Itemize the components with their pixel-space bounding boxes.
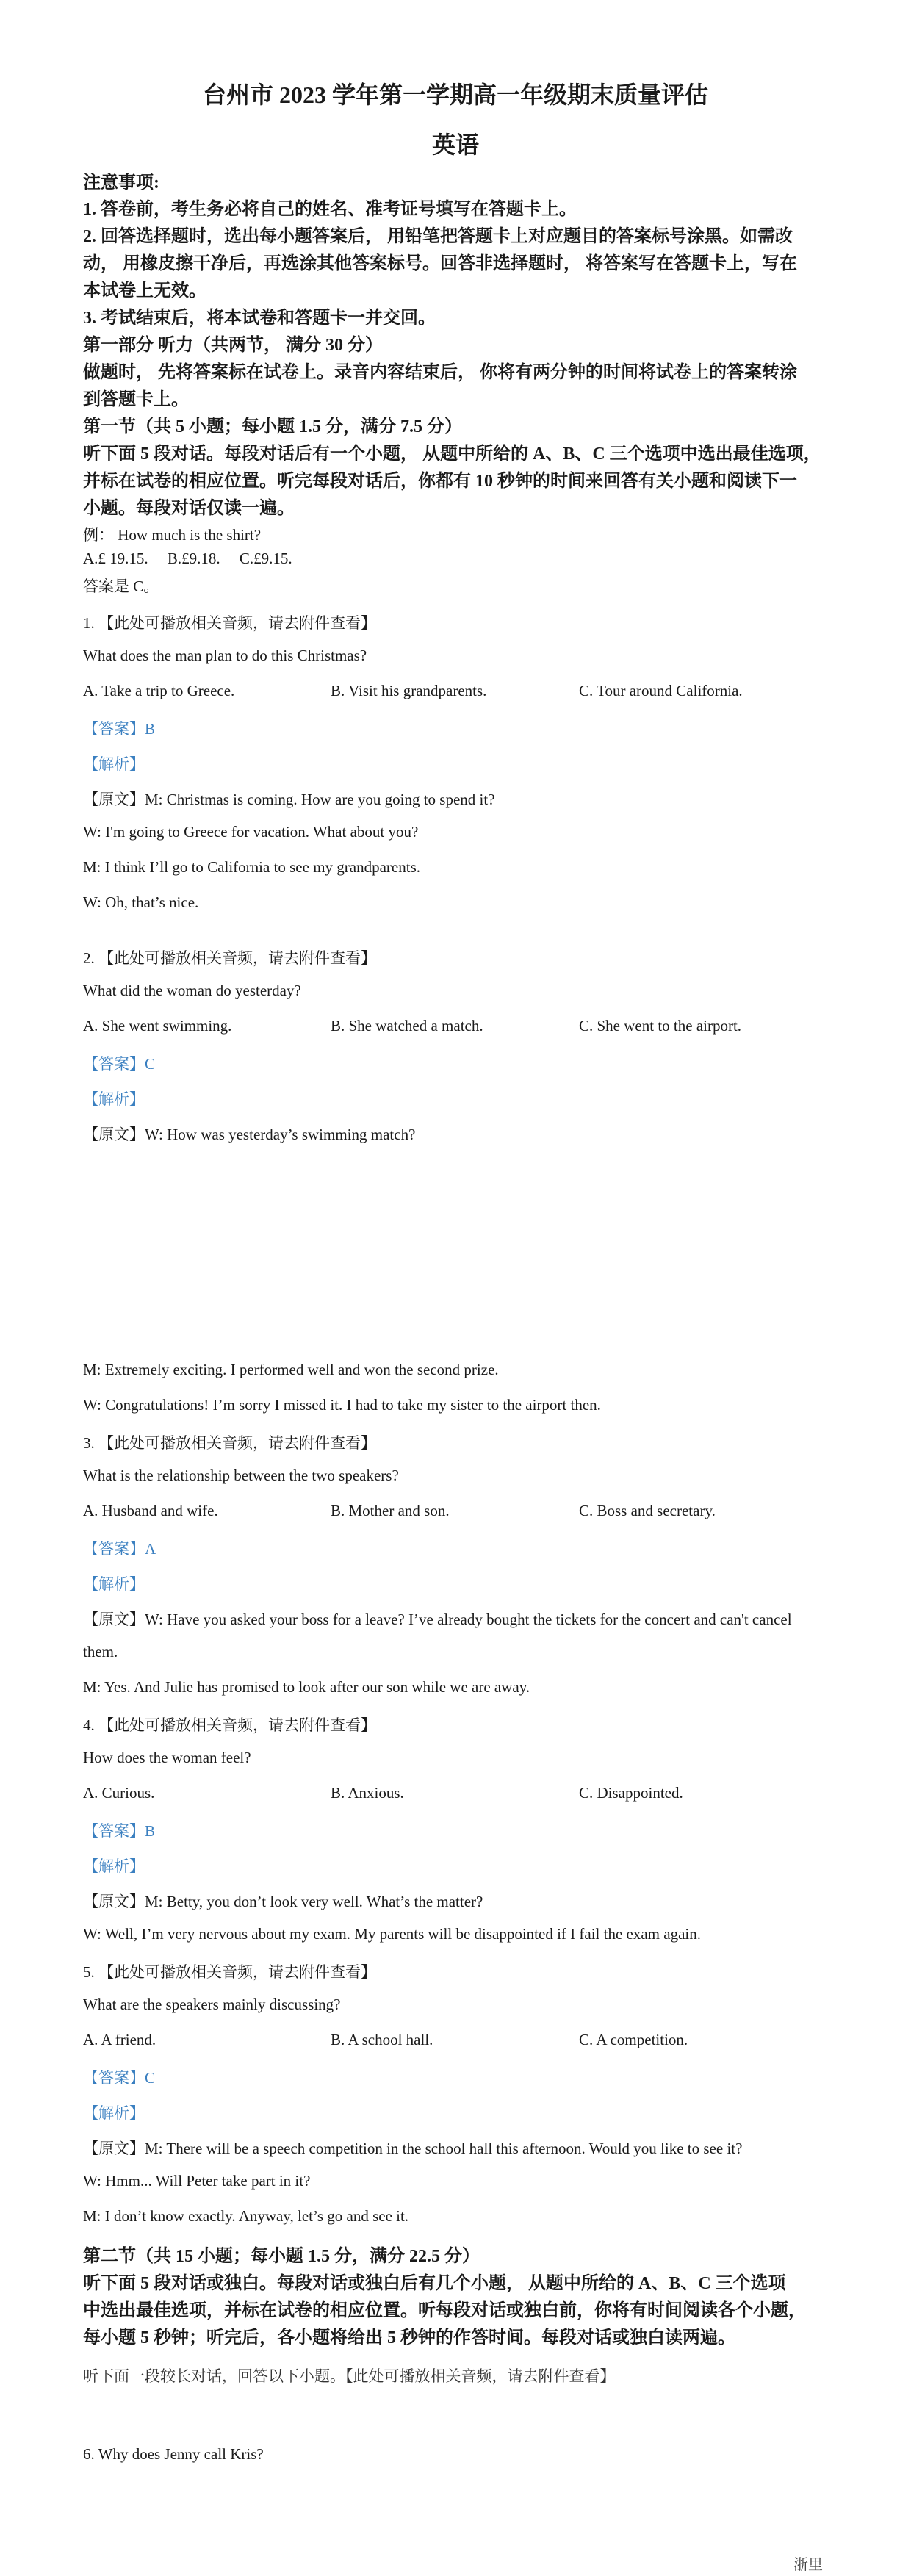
notice-heading: 注意事项: [83,173,159,193]
transcript-line: 【原文】W: Have you asked your boss for a leave? I’ve already bought the tickets for the concert and can't cancel [83,1611,792,1628]
notice-item: 1. 答卷前，考生务必将自己的姓名、准考证号填写在答题卡上。 [83,200,577,219]
answer-line: 【答案】A [83,1540,156,1558]
transcript-line: W: Congratulations! I’m sorry I missed it. I had to take my sister to the airport then. [83,1396,601,1414]
transcript-line: W: Oh, that’s nice. [83,893,199,911]
option-c: C. Tour around California. [579,682,743,699]
section1-intro: 并标在试卷的相应位置。听完每段对话后，你都有 10 秒钟的时间来回答有关小题和阅读下一 [83,472,797,491]
footer-mark: 浙里 [793,2557,823,2573]
section1-heading: 第一节（共 5 小题；每小题 1.5 分，满分 7.5 分） [83,417,462,436]
transcript-line: M: I don’t know exactly. Anyway, let’s go and see it. [83,2207,409,2225]
transcript-line: M: Yes. And Julie has promised to look after our son while we are away. [83,1678,530,1696]
question-stem: What are the speakers mainly discussing? [83,1996,341,2013]
example-options: A.£ 19.15. B.£9.18. C.£9.15. [83,550,292,567]
option-c: C. Disappointed. [579,1784,683,1802]
question-audio[interactable]: 1. 【此处可播放相关音频，请去附件查看】 [83,614,376,632]
option-b: B. She watched a match. [331,1017,483,1035]
option-a: A. Curious. [83,1784,155,1802]
option-c: C. She went to the airport. [579,1017,742,1035]
question-stem: 6. Why does Jenny call Kris? [83,2445,264,2463]
transcript-line: W: Hmm... Will Peter take part in it? [83,2172,311,2190]
section2-intro: 每小题 5 秒钟；听完后，各小题将给出 5 秒钟的作答时间。每段对话或独白读两遍。 [83,2328,735,2347]
section2-lead[interactable]: 听下面一段较长对话，回答以下小题。【此处可播放相关音频，请去附件查看】 [83,2367,616,2385]
section1-intro: 小题。每段对话仅读一遍。 [83,499,295,518]
section2-intro: 听下面 5 段对话或独白。每段对话或独白后有几个小题， 从题中所给的 A、B、C 三个选项 [83,2274,786,2293]
question-audio[interactable]: 4. 【此处可播放相关音频，请去附件查看】 [83,1716,376,1734]
answer-line: 【答案】C [83,1055,156,1073]
option-c: C. A competition. [579,2031,688,2048]
option-a: A. A friend. [83,2031,156,2048]
option-b: B. A school hall. [331,2031,433,2048]
answer-line: 【答案】B [83,1822,156,1840]
transcript-line: M: Extremely exciting. I performed well and won the second prize. [83,1361,499,1378]
question-audio[interactable]: 2. 【此处可播放相关音频，请去附件查看】 [83,949,376,967]
option-a: A. Take a trip to Greece. [83,682,235,699]
question-stem: What is the relationship between the two speakers? [83,1467,399,1484]
option-a: A. She went swimming. [83,1017,232,1035]
transcript-line: W: I'm going to Greece for vacation. What about you? [83,823,419,841]
question-audio[interactable]: 5. 【此处可播放相关音频，请去附件查看】 [83,1963,376,1981]
example-question: 例： How much is the shirt? [83,526,262,544]
notice-item: 动， 用橡皮擦干净后，再选涂其他答案标号。回答非选择题时， 将答案写在答题卡上，写在 [83,254,797,273]
question-stem: How does the woman feel? [83,1749,251,1766]
option-c: C. Boss and secretary. [579,1502,716,1519]
analysis-label: 【解析】 [83,1090,145,1108]
analysis-label: 【解析】 [83,1857,145,1875]
subject-title: 英语 [431,132,479,158]
answer-line: 【答案】B [83,720,156,738]
answer-line: 【答案】C [83,2069,156,2087]
transcript-line: 【原文】W: How was yesterday’s swimming match? [83,1126,416,1143]
option-a: A. Husband and wife. [83,1502,218,1519]
page-title: 台州市 2023 学年第一学期高一年级期末质量评估 [202,82,708,108]
transcript-line: M: I think I’ll go to California to see my grandparents. [83,858,420,876]
option-b: B. Visit his grandparents. [331,682,487,699]
question-stem: What did the woman do yesterday? [83,982,301,999]
part1-intro: 到答题卡上。 [83,390,189,409]
part1-heading: 第一部分 听力（共两节， 满分 30 分） [83,336,383,355]
example-answer: 答案是 C。 [83,578,159,595]
option-b: B. Anxious. [331,1784,404,1802]
part1-intro: 做题时， 先将答案标在试卷上。录音内容结束后， 你将有两分钟的时间将试卷上的答案转涂 [83,363,797,382]
transcript-line: 【原文】M: Betty, you don’t look very well. What’s the matter? [83,1893,483,1910]
section2-heading: 第二节（共 15 小题；每小题 1.5 分，满分 22.5 分） [83,2247,480,2266]
section1-intro: 听下面 5 段对话。每段对话后有一个小题， 从题中所给的 A、B、C 三个选项中选出最佳选项， [83,445,821,464]
transcript-line: them. [83,1643,118,1661]
analysis-label: 【解析】 [83,2104,145,2122]
notice-item: 3. 考试结束后，将本试卷和答题卡一并交回。 [83,309,436,328]
question-audio[interactable]: 3. 【此处可播放相关音频，请去附件查看】 [83,1434,376,1452]
transcript-line: 【原文】M: Christmas is coming. How are you going to spend it? [83,791,495,808]
analysis-label: 【解析】 [83,1575,145,1593]
option-b: B. Mother and son. [331,1502,450,1519]
question-stem: What does the man plan to do this Christmas? [83,647,367,664]
notice-item: 2. 回答选择题时，选出每小题答案后， 用铅笔把答题卡上对应题目的答案标号涂黑。如需改 [83,227,793,246]
analysis-label: 【解析】 [83,755,145,773]
transcript-line: 【原文】M: There will be a speech competition in the school hall this afternoon. Would you like to see it? [83,2140,743,2157]
section2-intro: 中选出最佳选项，并标在试卷的相应位置。听每段对话或独白前，你将有时间阅读各个小题， [83,2301,806,2320]
notice-item: 本试卷上无效。 [83,281,206,301]
transcript-line: W: Well, I’m very nervous about my exam. My parents will be disappointed if I fail the exam again. [83,1925,701,1943]
